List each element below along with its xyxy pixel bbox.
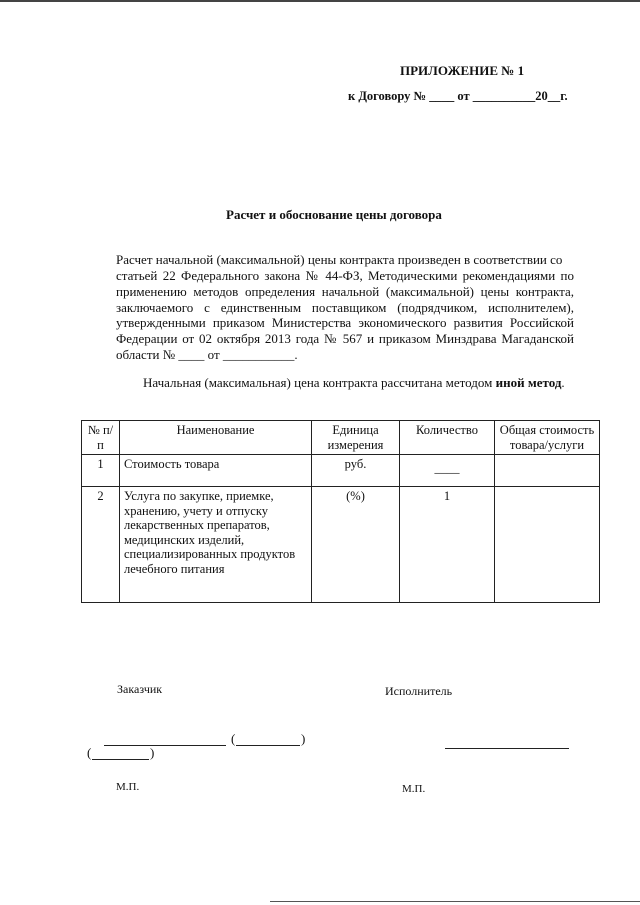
justification-paragraph <box>116 252 574 268</box>
row-name: Услуга по закупке, приемке, хранению, учету и отпуску лекарственных препаратов, медицинских изделий, специализированных продуктов лечебного питания <box>120 487 312 603</box>
appendix-title: ПРИЛОЖЕНИЕ № 1 <box>400 63 525 78</box>
body-line: статьей 22 Федерального закона № 44-ФЗ, Методическими рекомендациями по <box>116 268 574 283</box>
table-row <box>82 487 600 603</box>
table-header-row <box>82 421 600 455</box>
document-title: Расчет и обоснование цены договора <box>226 207 442 222</box>
customer-name-close-paren: ) <box>301 731 306 746</box>
method-name: иной метод <box>495 375 562 390</box>
stamp-placeholder-left: М.П. <box>116 781 140 793</box>
method-line <box>143 375 565 391</box>
price-calculation-table <box>81 420 600 603</box>
body-line: применению методов определения начальной (максимальной) цены контракта, <box>116 283 574 299</box>
scan-top-edge <box>0 0 640 2</box>
header-name: Наименование <box>120 421 312 455</box>
row-num: 1 <box>82 455 120 487</box>
body-line: области № ____ от ___________. <box>116 346 298 362</box>
customer-second-line <box>92 759 149 760</box>
header-num: № п/п <box>82 421 120 455</box>
stamp-placeholder-right: М.П. <box>402 783 426 795</box>
row-total <box>495 487 600 603</box>
executor-label: Исполнитель <box>385 684 453 698</box>
row-unit: (%) <box>312 487 400 603</box>
justification-paragraph-cont <box>116 268 574 363</box>
customer-second-open-paren: ( <box>87 745 92 760</box>
row-qty: ____ <box>400 455 495 487</box>
row-qty: 1 <box>400 487 495 603</box>
customer-signature-line <box>104 745 226 746</box>
executor-signature-line <box>445 748 569 749</box>
customer-second-close-paren: ) <box>150 745 155 760</box>
body-line: Федерации от 02 октября 2013 года № 567 и приказом Минздрава Магаданской <box>116 331 574 347</box>
header-unit: Единица измерения <box>312 421 400 455</box>
row-unit: руб. <box>312 455 400 487</box>
row-total <box>495 455 600 487</box>
header-qty: Количество <box>400 421 495 455</box>
body-line: утвержденными приказом Министерства экономического развития Российской <box>116 315 574 331</box>
customer-label: Заказчик <box>117 682 163 696</box>
scan-bottom-edge <box>270 901 640 902</box>
row-num: 2 <box>82 487 120 603</box>
body-line: Расчет начальной (максимальной) цены контракта произведен в соответствии со <box>116 252 563 267</box>
header-total: Общая стоимость товара/услуги <box>495 421 600 455</box>
contract-reference: к Договору № ____ от __________20__г. <box>348 89 568 103</box>
table-row <box>82 455 600 487</box>
method-prefix: Начальная (максимальная) цена контракта рассчитана методом <box>143 375 496 390</box>
customer-name-open-paren: ( <box>231 731 236 746</box>
customer-name-line <box>236 745 300 746</box>
body-line: заключаемого с единственным поставщиком (подрядчиком, исполнителем), <box>116 299 574 315</box>
row-name: Стоимость товара <box>120 455 312 487</box>
method-suffix: . <box>561 375 565 390</box>
